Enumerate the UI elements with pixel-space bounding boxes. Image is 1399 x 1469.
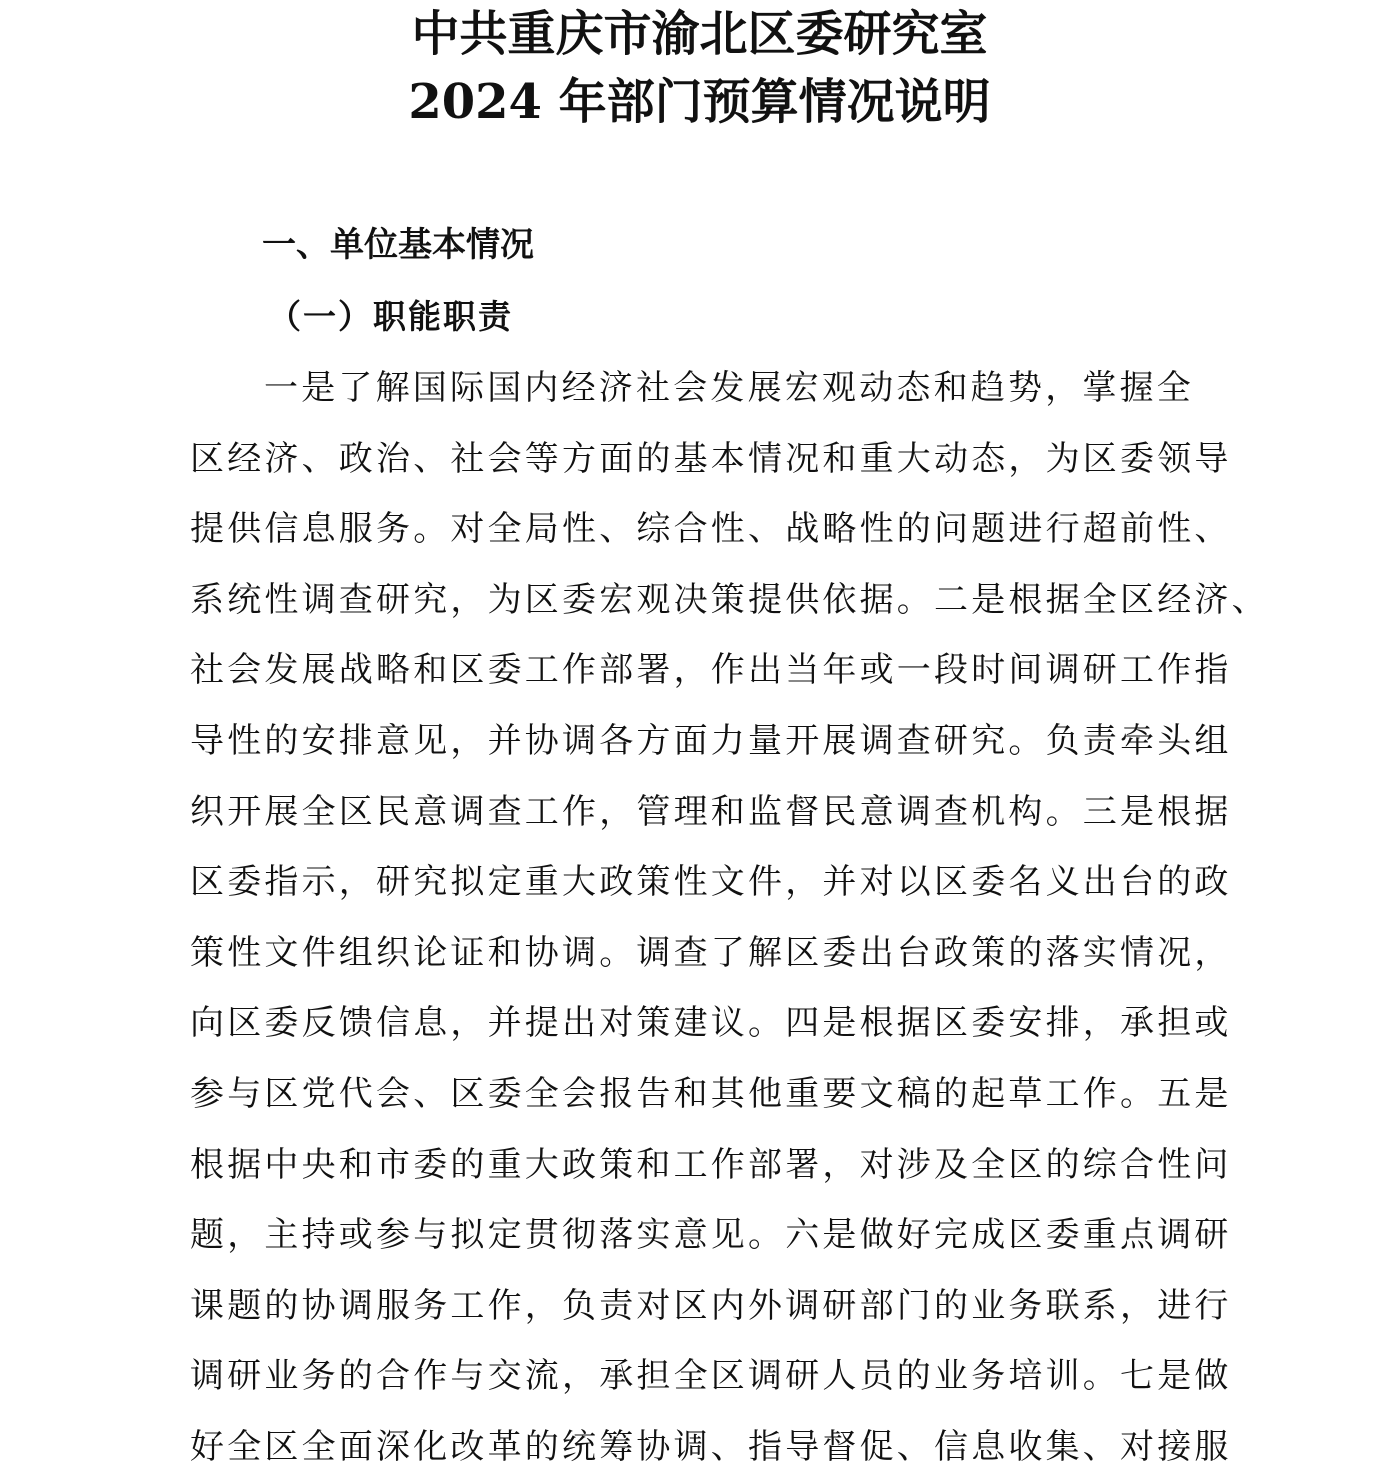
- paragraph-line: 提供信息服务。对全局性、综合性、战略性的问题进行超前性、: [190, 509, 1232, 550]
- paragraph-line: 区委指示，研究拟定重大政策性文件，并对以区委名义出台的政: [190, 862, 1232, 903]
- paragraph-line: 好全区全面深化改革的统筹协调、指导督促、信息收集、对接服: [190, 1426, 1232, 1467]
- paragraph-line: 策性文件组织论证和协调。调查了解区委出台政策的落实情况，: [190, 932, 1232, 973]
- paragraph-line: 系统性调查研究，为区委宏观决策提供依据。二是根据全区经济、: [190, 579, 1269, 620]
- paragraph-line: 一是了解国际国内经济社会发展宏观动态和趋势，掌握全: [264, 368, 1194, 408]
- paragraph-line: 社会发展战略和区委工作部署，作出当年或一段时间调研工作指: [190, 650, 1232, 691]
- subsection-heading: （一）职能职责: [268, 297, 513, 336]
- document-title-line1: 中共重庆市渝北区委研究室: [411, 6, 988, 62]
- paragraph-line: 根据中央和市委的重大政策和工作部署，对涉及全区的综合性问: [190, 1144, 1232, 1185]
- paragraph-line: 调研业务的合作与交流，承担全区调研人员的业务培训。七是做: [190, 1356, 1232, 1397]
- paragraph-line: 织开展全区民意调查工作，管理和监督民意调查机构。三是根据: [190, 791, 1232, 832]
- paragraph-line: 题，主持或参与拟定贯彻落实意见。六是做好完成区委重点调研: [190, 1215, 1232, 1256]
- paragraph-line: 区经济、政治、社会等方面的基本情况和重大动态，为区委领导: [190, 438, 1232, 479]
- paragraph-line: 课题的协调服务工作，负责对区内外调研部门的业务联系，进行: [190, 1285, 1232, 1326]
- paragraph-line: 导性的安排意见，并协调各方面力量开展调查研究。负责牵头组: [190, 720, 1232, 761]
- document-title-line2: 2024 年部门预算情况说明: [408, 74, 991, 130]
- paragraph-line: 向区委反馈信息，并提出对策建议。四是根据区委安排，承担或: [190, 1003, 1232, 1044]
- body-paragraph: [190, 368, 1269, 1469]
- paragraph-line: 参与区党代会、区委全会报告和其他重要文稿的起草工作。五是: [190, 1073, 1232, 1114]
- section-heading: 一、单位基本情况: [262, 225, 534, 265]
